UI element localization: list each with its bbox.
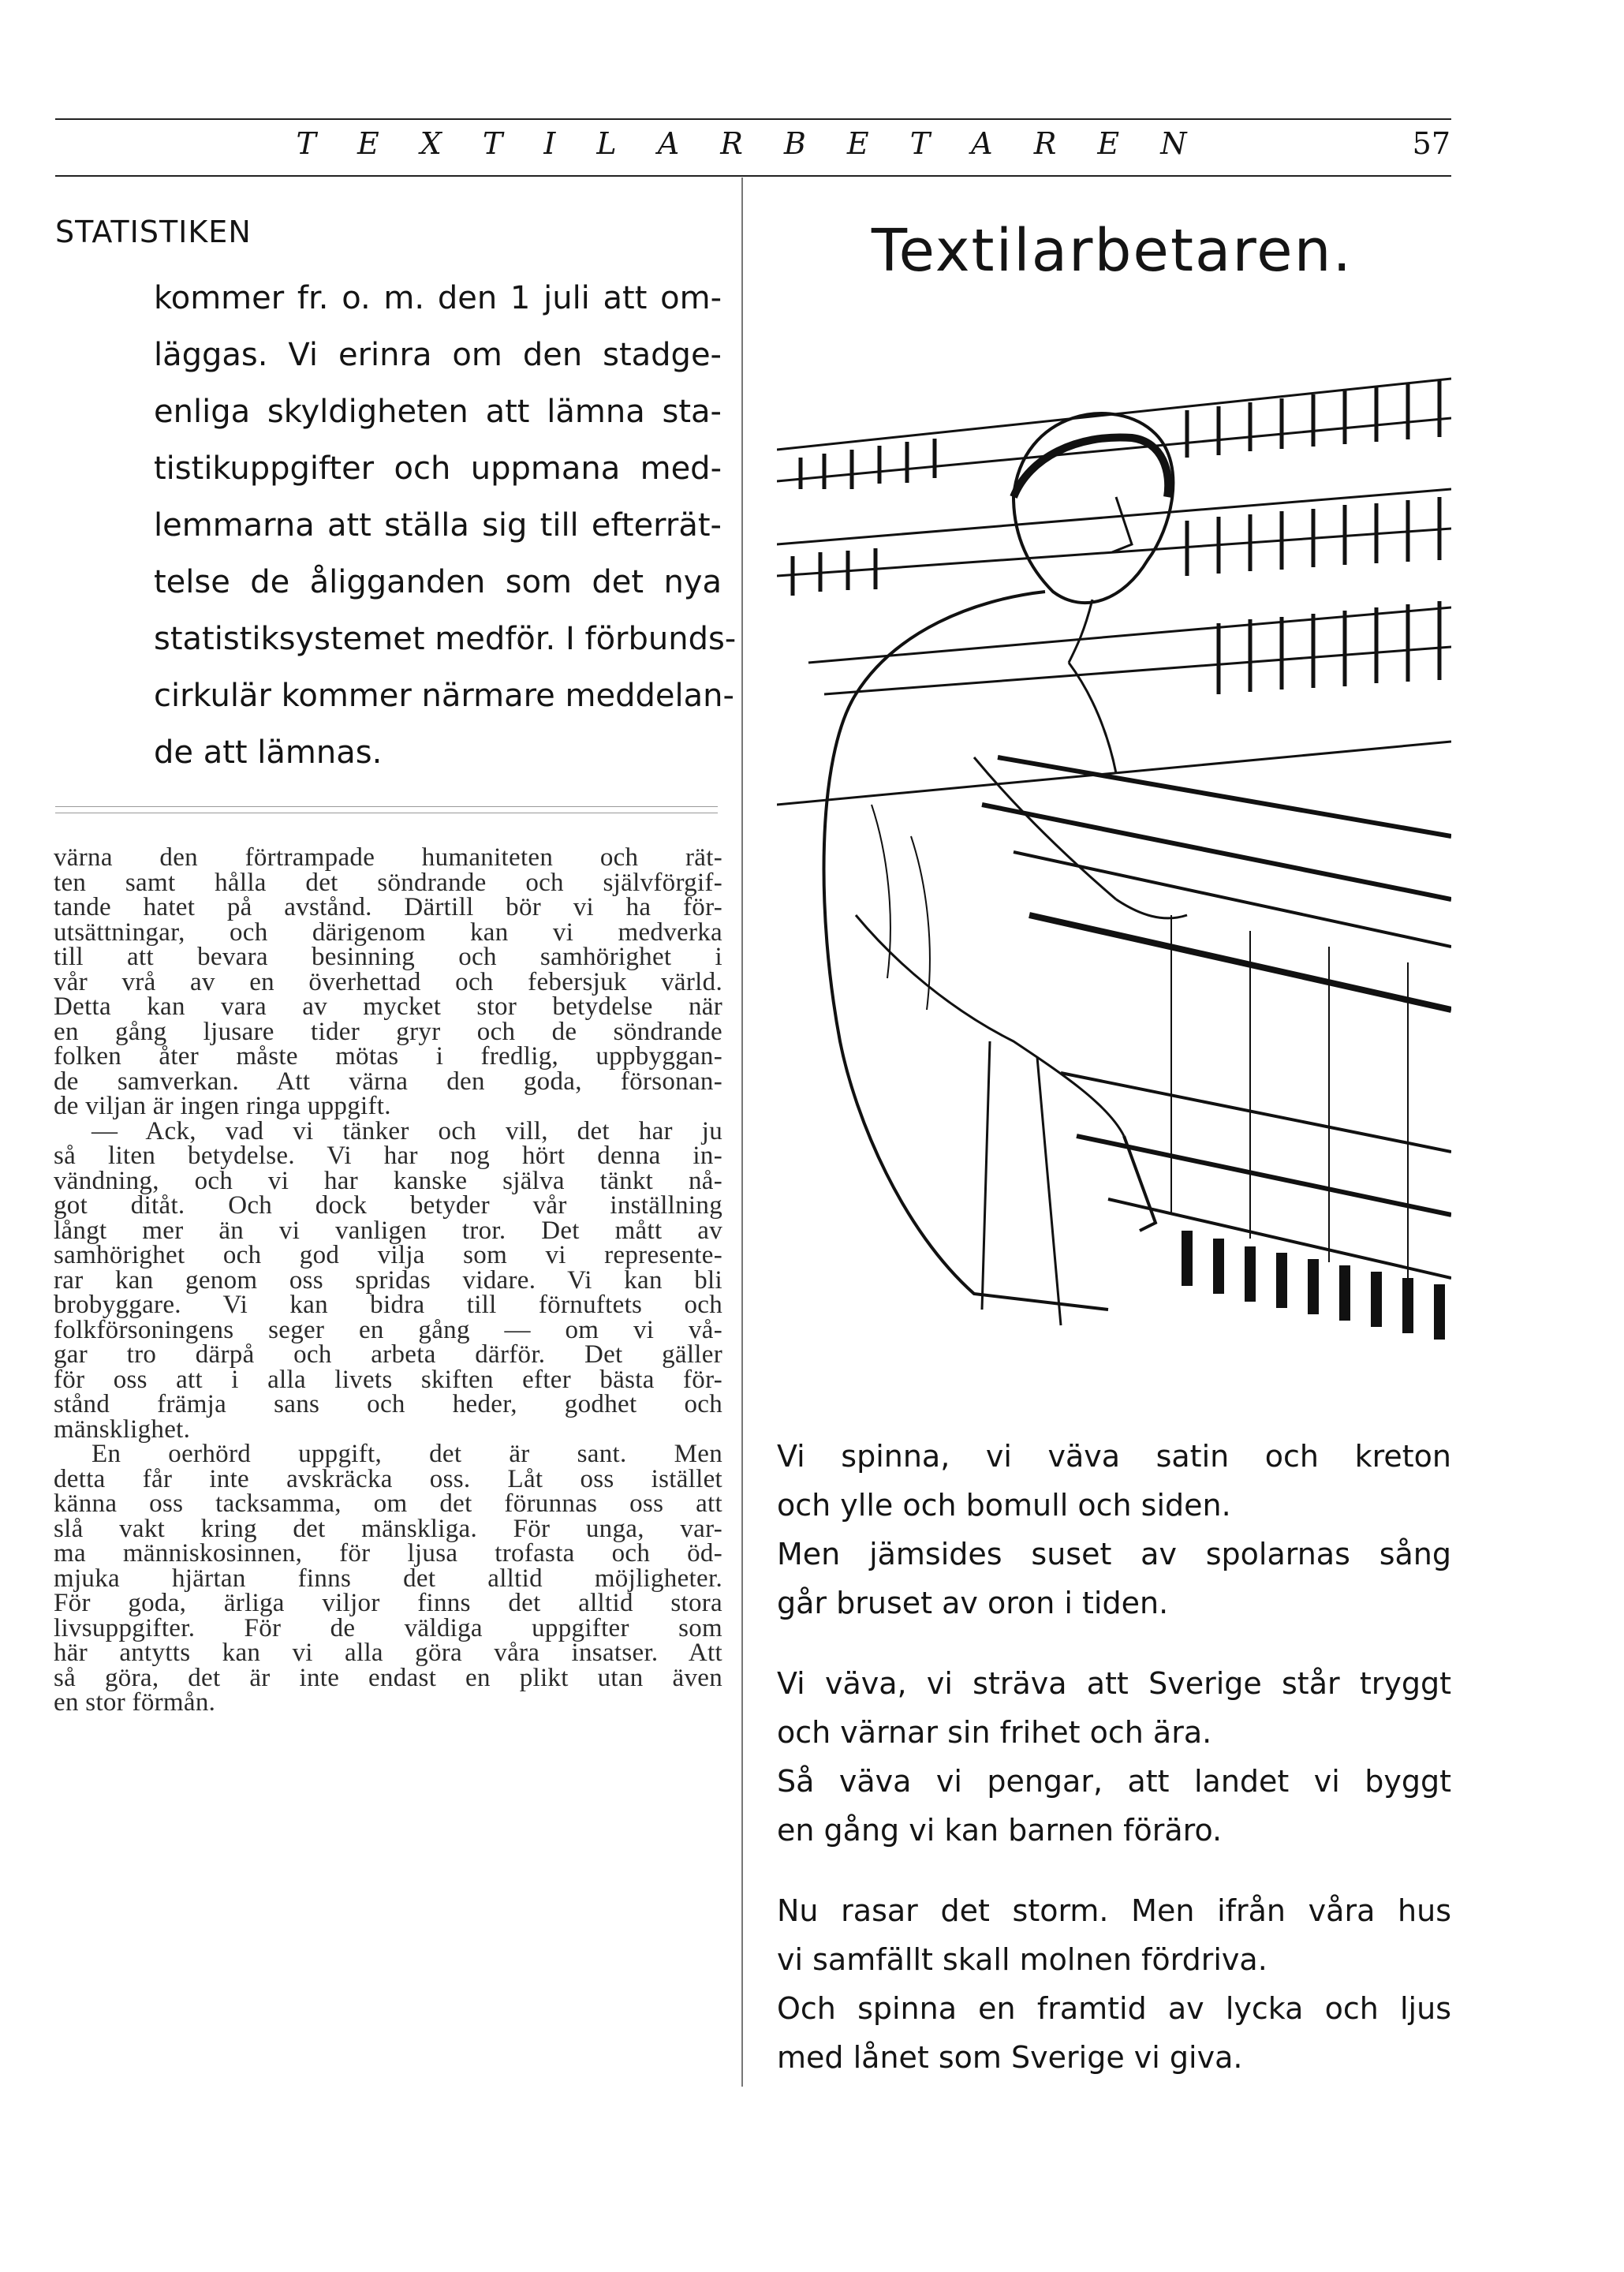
article-line: de viljan är ingen ringa uppgift. — [54, 1092, 391, 1120]
poem-line: går bruset av oron i tiden. — [777, 1586, 1169, 1620]
article-line: rar kan genom oss spridas vidare. Vi kan bli — [54, 1265, 722, 1295]
article-line: så göra, det är inte endast en plikt utan även — [54, 1663, 722, 1692]
article-line: till att bevara besinning och samhörighet i — [54, 943, 722, 971]
article-line: detta får inte avskräcka oss. Låt oss istället — [54, 1464, 722, 1493]
poem-line: Men jämsides suset av spolarnas sång — [777, 1537, 1451, 1571]
poem-line: Vi spinna, vi väva satin och kreton — [777, 1439, 1451, 1474]
article-line: slå vakt kring det mänskliga. För unga, var- — [54, 1514, 722, 1543]
poem-line: och värnar sin frihet och ära. — [777, 1715, 1212, 1750]
poem-line: Nu rasar det storm. Men ifrån våra hus — [777, 1893, 1451, 1928]
notice-line: statistiksystemet medför. I förbunds- — [154, 621, 737, 657]
poem-line: och ylle och bomull och siden. — [777, 1488, 1231, 1523]
article-line: här antytts kan vi alla göra våra insatser. Att — [54, 1639, 722, 1667]
article-line: tande hatet på avstånd. Därtill bör vi ha för- — [54, 893, 722, 921]
poem-line: med lånet som Sverige vi giva. — [777, 2040, 1243, 2075]
article-line: vändning, och vi har kanske själva tänkt nå- — [54, 1166, 722, 1195]
article-line: samhörighet och god vilja som vi represente- — [54, 1241, 722, 1269]
article-line: — Ack, vad vi tänker och vill, det har ju — [91, 1116, 722, 1145]
notice-line: kommer fr. o. m. den 1 juli att om- — [154, 280, 722, 316]
article-line: värna den förtrampade humaniteten och rät- — [54, 843, 722, 872]
article-line: ten samt hålla det söndrande och självförgif- — [54, 868, 722, 897]
article-line: de samverkan. Att värna den goda, försonan- — [54, 1067, 722, 1096]
article-line: ma människosinnen, för ljusa trofasta och öd- — [54, 1539, 722, 1568]
notice-line: telse de åligganden som det nya — [154, 564, 722, 600]
article-line: En oerhörd uppgift, det är sant. Men — [91, 1440, 722, 1468]
header-top-rule — [55, 118, 1451, 120]
running-title: T E X T I L A R B E T A R E N — [296, 126, 1203, 161]
article-line: brobyggare. Vi kan bidra till förnuftets och — [54, 1291, 722, 1319]
spinning-frame — [982, 757, 1451, 1340]
article-line: För goda, ärliga viljor finns det alltid stora — [54, 1589, 722, 1617]
poem-stanza — [777, 1886, 1451, 2082]
notice-line: lemmarna att ställa sig till efterrät- — [154, 507, 722, 544]
article-line: långt mer än vi vanligen tror. Det mått av — [54, 1216, 722, 1245]
section-divider-rule — [55, 806, 718, 807]
column-divider — [741, 178, 743, 2087]
bobbin-racks — [777, 379, 1451, 805]
notice-line: tistikuppgifter och uppmana med- — [154, 450, 722, 487]
poem-line: Och spinna en framtid av lycka och ljus — [777, 1991, 1451, 2026]
article-line: stånd främja sans och heder, godhet och — [54, 1390, 722, 1418]
article-line: vår vrå av en överhettad och febersjuk värld. — [54, 967, 722, 996]
article-line: folkförsoningens seger en gång — om vi vå- — [54, 1315, 722, 1344]
article-body — [54, 843, 722, 1717]
article-line: livsuppgifter. För de väldiga uppgifter som — [54, 1613, 722, 1642]
article-line: folken åter måste mötas i fredlig, uppbyggan- — [54, 1042, 722, 1071]
poem-line: Så väva vi pengar, att landet vi byggt — [777, 1764, 1451, 1799]
poem-body — [777, 1432, 1451, 2113]
page-number: 57 — [1412, 126, 1450, 161]
article-line: gar tro därpå och arbeta därför. Det gäller — [54, 1340, 722, 1369]
article-line: Detta kan vara av mycket stor betydelse när — [54, 992, 722, 1021]
notice-heading: STATISTIKEN — [55, 215, 252, 249]
article-line: så liten betydelse. Vi har nog hört denna in- — [54, 1142, 722, 1170]
article-line: en gång ljusare tider gryr och de söndrande — [54, 1017, 722, 1046]
poem-line: Vi väva, vi sträva att Sverige står tryggt — [777, 1666, 1451, 1701]
article-line: mjuka hjärtan finns det alltid möjligheter. — [54, 1564, 722, 1593]
article-line: utsättningar, och därigenom kan vi medverka — [54, 917, 722, 947]
notice-line: de att lämnas. — [154, 734, 383, 771]
poem-stanza — [777, 1432, 1451, 1627]
article-line: got ditåt. Och dock betyder vår inställning — [54, 1191, 722, 1220]
notice-line: cirkulär kommer närmare meddelan- — [154, 678, 734, 714]
poem-title: Textilarbetaren. — [871, 217, 1353, 285]
article-line: för oss att i alla livets skiften efter bästa för- — [54, 1365, 722, 1394]
poem-line: en gång vi kan barnen föräro. — [777, 1813, 1223, 1848]
notice-text — [154, 270, 737, 781]
article-line: en stor förmån. — [54, 1688, 216, 1717]
notice-line: enliga skyldigheten att lämna sta- — [154, 394, 722, 430]
article-line: känna oss tacksamma, om det förunnas oss att — [54, 1489, 722, 1518]
header-bottom-rule — [55, 175, 1451, 177]
poem-line: vi samfällt skall molnen fördriva. — [777, 1942, 1267, 1977]
notice-line: läggas. Vi erinra om den stadge- — [154, 337, 722, 373]
article-line: mänsklighet. — [54, 1414, 191, 1444]
poem-stanza — [777, 1659, 1451, 1855]
textile-worker-illustration — [777, 363, 1451, 1420]
